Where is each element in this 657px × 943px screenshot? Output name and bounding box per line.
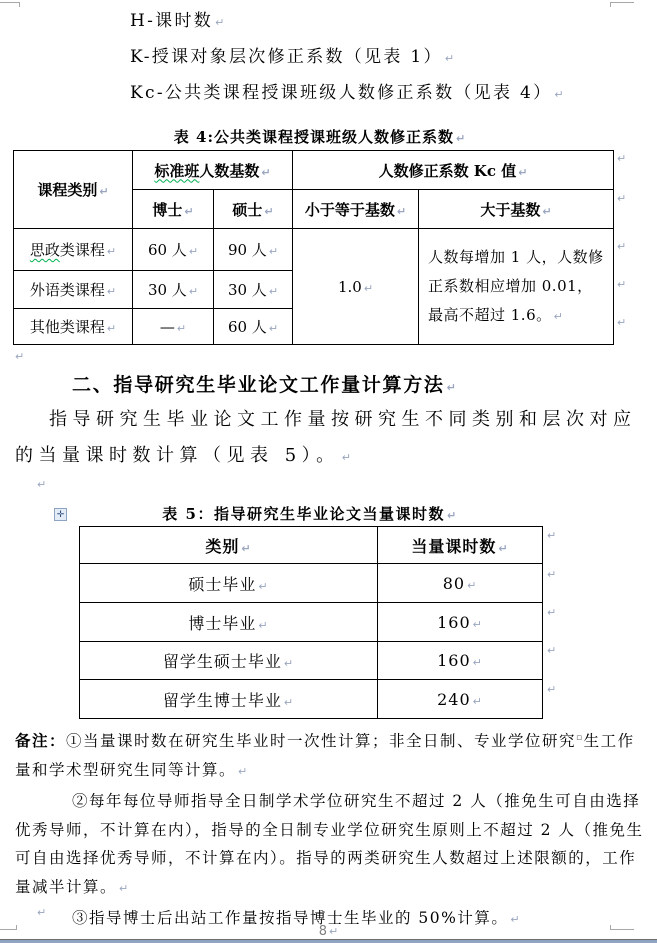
table5-header-hours: 当量课时数 ↵ <box>378 527 543 564</box>
table5-cell-category: 硕士毕业 ↵ <box>80 564 378 603</box>
table4-header-master: 硕士 ↵ <box>214 190 293 229</box>
table4-cell-master: 90 人 ↵ <box>214 229 293 271</box>
row-end-pilcrow: ↵ <box>547 644 557 657</box>
empty-paragraph-pilcrow: ↵ <box>37 478 47 491</box>
definition-line-h: H-课时数 ↵ <box>130 11 227 31</box>
window-bottom-edge <box>0 939 657 943</box>
table4-cell-master: 60 人 ↵ <box>214 309 293 345</box>
pilcrow-mark: ↵ <box>510 912 522 926</box>
table4-header-base-group: 标准班人数基数 ↵ <box>133 151 293 190</box>
table-row <box>14 229 614 271</box>
remark-3: ③指导博士后出站工作量按指导博士生毕业的 50%计算。 ↵ <box>72 908 522 927</box>
table5-cell-category: 留学生博士毕业 ↵ <box>80 680 378 719</box>
table4-class-size-correction <box>13 150 614 345</box>
table4-header-category: 课程类别 ↵ <box>14 151 133 229</box>
row-end-pilcrow: ↵ <box>547 683 557 696</box>
text-boundary-mark-top-right <box>610 2 634 7</box>
pilcrow-mark: ↵ <box>446 381 458 394</box>
table4-merged-le-value: 1.0 ↵ <box>293 229 419 345</box>
pilcrow-mark: ↵ <box>119 882 130 896</box>
table5-cell-hours: 160 ↵ <box>378 642 543 680</box>
row-end-pilcrow: ↵ <box>547 568 557 581</box>
table-row <box>80 603 543 642</box>
remark-1: 备注：①当量课时数在研究生毕业时一次性计算；非全日制、专业学位研究▫生工作量和学术型研究生同等计算。 ↵ <box>15 731 635 779</box>
table5-cell-category: 博士毕业 ↵ <box>80 603 378 642</box>
remarks-label: 备注： <box>15 731 67 751</box>
pilcrow-mark: ↵ <box>554 88 566 101</box>
row-end-pilcrow: ↵ <box>547 529 557 542</box>
table5-cell-category: 留学生硕士毕业 ↵ <box>80 642 378 680</box>
table5-thesis-equivalent-hours <box>79 526 543 719</box>
row-end-pilcrow: ↵ <box>617 152 627 165</box>
pilcrow-mark: ↵ <box>329 925 339 938</box>
table5-cell-hours: 240 ↵ <box>378 680 543 719</box>
empty-paragraph-pilcrow: ↵ <box>15 350 25 363</box>
table-row <box>80 680 543 719</box>
row-end-pilcrow: ↵ <box>617 240 627 253</box>
table4-cell-master: 30 人 ↵ <box>214 271 293 309</box>
pilcrow-mark: ↵ <box>215 16 227 29</box>
table4-cell-doctor: — ↵ <box>133 309 214 345</box>
remark-2: ②每年每位导师指导全日制学术学位研究生不超过 2 人（推免生可自由选择优秀导师，不计算在内），指导的全日制专业学位研究生原则上不超过 2 人（推免生可自由选择优秀导师，不计算在内）。指导的两类研究生人数超过上述限额的，工作量减半计算。 ↵ <box>15 791 644 897</box>
formula-definitions <box>130 4 566 112</box>
spellcheck-squiggle-text: 标准班 <box>154 161 200 180</box>
table5-header-category: 类别 ↵ <box>80 527 378 564</box>
text-boundary-mark-top-left <box>0 2 20 7</box>
pilcrow-mark: ↵ <box>341 451 357 464</box>
row-end-pilcrow: ↵ <box>617 278 627 291</box>
table4-caption: 表 4:公共类课程授课班级人数修正系数 ↵ <box>173 128 467 146</box>
table5-cell-hours: 80 ↵ <box>378 564 543 603</box>
table-move-handle-icon[interactable]: ✛ <box>54 508 67 521</box>
table4-merged-gt-rule: 人数每增加 1 人，人数修正系数相应增加 0.01，最高不超过 1.6。 ↵ <box>419 229 614 345</box>
definition-line-kc: Kc-公共类课程授课班级人数修正系数（见表 4） ↵ <box>130 83 566 103</box>
row-end-pilcrow: ↵ <box>617 316 627 329</box>
table4-cell-category: 思政类课程 ↵ <box>14 229 133 271</box>
table-row <box>80 564 543 603</box>
section-heading: 二、指导研究生毕业论文工作量计算方法 ↵ <box>72 374 458 396</box>
pilcrow-mark: ↵ <box>446 509 458 522</box>
table5-caption: 表 5：指导研究生毕业论文当量课时数 ↵ <box>162 505 458 523</box>
body-paragraph: 指导研究生毕业论文工作量按研究生不同类别和层次对应的当量课时数计算（见表 5）。 ↵ <box>15 409 637 466</box>
bookmark-anchor-icon: ▫ <box>576 733 584 743</box>
table5-cell-hours: 160 ↵ <box>378 603 543 642</box>
table4-cell-doctor: 60 人 ↵ <box>133 229 214 271</box>
remarks-block <box>15 724 645 935</box>
row-end-pilcrow: ↵ <box>547 606 557 619</box>
definition-line-k: K-授课对象层次修正系数（见表 1） ↵ <box>130 47 457 67</box>
empty-paragraph-pilcrow: ↵ <box>37 906 47 919</box>
table4-cell-category: 外语类课程 ↵ <box>14 271 133 309</box>
pilcrow-mark: ↵ <box>444 52 457 65</box>
page-number: 8 ↵ <box>318 924 339 939</box>
table4-header-kc-group: 人数修正系数 Kc 值 ↵ <box>293 151 614 190</box>
table4-header-le-base: 小于等于基数 ↵ <box>293 190 419 229</box>
table4-header-gt-base: 大于基数 ↵ <box>419 190 614 229</box>
table4-cell-category: 其他类课程 ↵ <box>14 309 133 345</box>
spellcheck-squiggle-text: 思政 <box>29 241 60 259</box>
pilcrow-mark: ↵ <box>455 132 467 145</box>
pilcrow-mark: ↵ <box>238 764 249 778</box>
row-end-pilcrow: ↵ <box>617 192 627 205</box>
table-row <box>80 642 543 680</box>
table4-header-doctor: 博士 ↵ <box>133 190 214 229</box>
table4-cell-doctor: 30 人 ↵ <box>133 271 214 309</box>
